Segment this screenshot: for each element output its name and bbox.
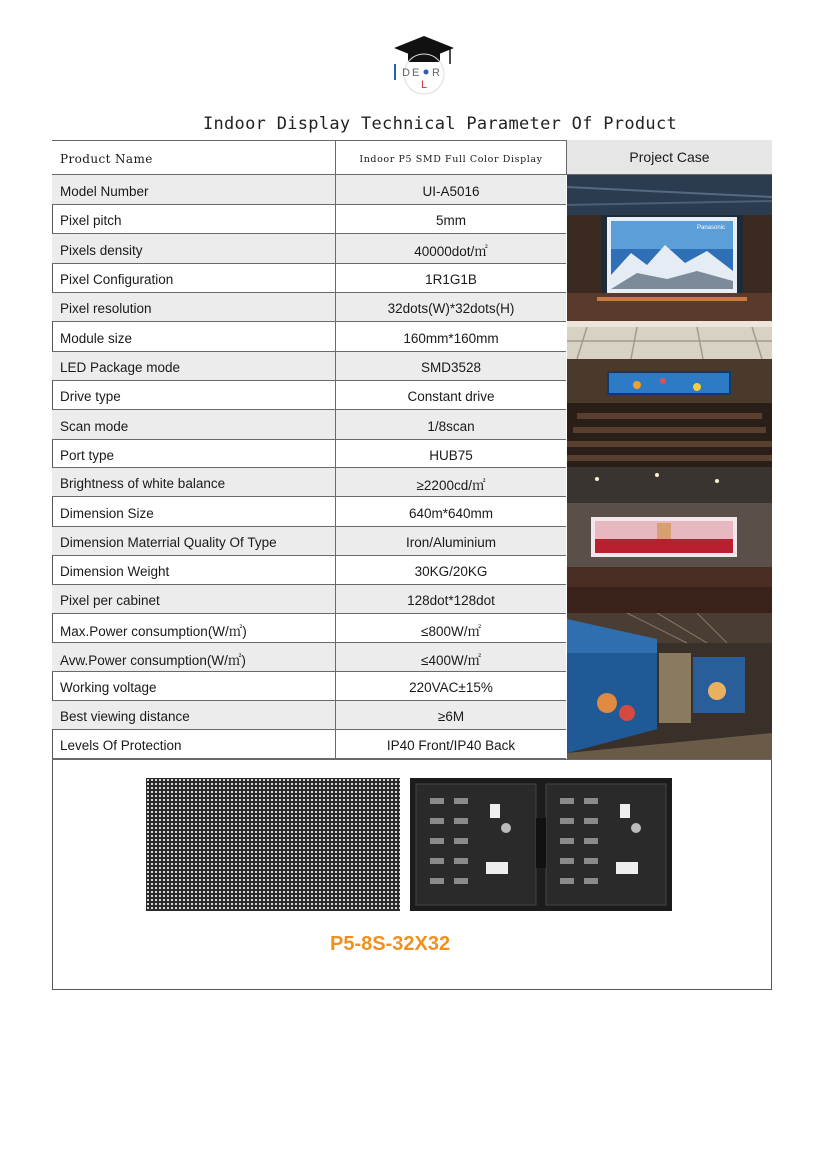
param-label: Model Number xyxy=(52,175,336,204)
param-value: HUB75 xyxy=(429,447,473,463)
param-label: Avw.Power consumption(W/㎡) xyxy=(52,643,336,671)
param-value: ≤400W/㎡ xyxy=(336,643,566,671)
svg-text:E: E xyxy=(412,67,420,79)
param-label: Dimension Size xyxy=(52,497,336,526)
param-label: LED Package mode xyxy=(52,352,336,380)
screen-brand-text: Panasonic xyxy=(697,225,726,231)
project-photo-conference-hall xyxy=(567,321,772,467)
param-label: Working voltage xyxy=(52,672,336,700)
param-value: Indoor P5 SMD Full Color Display xyxy=(336,141,566,174)
param-value: 40000dot/㎡ xyxy=(336,234,566,263)
led-module-front-image xyxy=(146,778,400,911)
table-row xyxy=(52,264,566,293)
param-label: Dimension Materrial Quality Of Type xyxy=(52,527,336,555)
param-value: 32dots(W)*32dots(H) xyxy=(336,293,566,321)
param-label: Brightness of white balance xyxy=(52,468,336,496)
param-value: Constant drive xyxy=(407,389,495,404)
param-label: Levels Of Protection xyxy=(52,730,336,758)
param-value: 1/8scan xyxy=(336,410,566,439)
page-title: Indoor Display Technical Parameter Of Product xyxy=(202,114,678,134)
table-row xyxy=(52,497,566,527)
param-value: Iron/Aluminium xyxy=(336,527,566,555)
param-value: ≥2200cd/㎡ xyxy=(336,468,566,496)
table-row xyxy=(52,234,566,264)
table-row xyxy=(52,527,566,556)
param-label: Scan mode xyxy=(52,410,336,439)
table-row xyxy=(52,175,566,205)
section-divider xyxy=(52,759,772,760)
svg-text:D: D xyxy=(402,67,410,79)
svg-text:L: L xyxy=(421,79,428,91)
param-value: 640m*640mm xyxy=(408,505,494,521)
param-value: 220VAC±15% xyxy=(409,680,493,695)
table-row xyxy=(52,585,566,614)
param-value: UI-A5016 xyxy=(336,175,566,204)
param-label: Best viewing distance xyxy=(52,701,336,729)
param-label: Pixel per cabinet xyxy=(52,585,336,613)
table-row xyxy=(52,730,566,759)
param-label: Pixel pitch xyxy=(52,205,336,233)
param-label: Module size xyxy=(52,322,336,351)
table-row xyxy=(52,293,566,322)
table-header-row xyxy=(52,140,566,175)
table-row xyxy=(52,205,566,234)
table-row xyxy=(52,468,566,497)
table-row xyxy=(52,352,566,381)
model-code-caption: P5-8S-32X32 xyxy=(330,933,451,955)
param-label: Pixel Configuration xyxy=(52,264,336,292)
table-row xyxy=(52,381,566,410)
param-label: Pixel resolution xyxy=(52,293,336,321)
project-photo-meeting-room xyxy=(567,467,772,613)
table-row xyxy=(52,701,566,730)
svg-text:R: R xyxy=(432,67,440,79)
param-label: Max.Power consumption(W/㎡) xyxy=(52,614,336,642)
company-logo xyxy=(388,30,458,96)
param-value: SMD3528 xyxy=(336,352,566,380)
project-case-heading: Project Case xyxy=(566,140,772,175)
param-value: ≤800W/㎡ xyxy=(421,623,481,639)
project-photo-auditorium xyxy=(567,175,772,321)
table-row xyxy=(52,440,566,468)
table-row xyxy=(52,672,566,701)
table-row xyxy=(52,322,566,352)
param-value: 30KG/20KG xyxy=(414,564,488,579)
param-label: Drive type xyxy=(52,381,336,409)
table-row xyxy=(52,556,566,585)
param-value: 160mm*160mm xyxy=(403,330,499,346)
param-value: 5mm xyxy=(436,213,466,228)
table-row xyxy=(52,614,566,643)
param-value: IP40 Front/IP40 Back xyxy=(386,738,516,753)
param-value: 128dot*128dot xyxy=(336,585,566,613)
param-label: Product Name xyxy=(52,141,336,174)
param-label: Dimension Weight xyxy=(52,556,336,584)
param-value: 1R1G1B xyxy=(425,272,477,287)
project-photo-lobby xyxy=(567,613,772,759)
param-label: Port type xyxy=(52,440,336,467)
table-row xyxy=(52,410,566,440)
param-value: ≥6M xyxy=(336,701,566,729)
led-module-back-image xyxy=(410,778,672,911)
table-row xyxy=(52,643,566,672)
param-label: Pixels density xyxy=(52,234,336,263)
